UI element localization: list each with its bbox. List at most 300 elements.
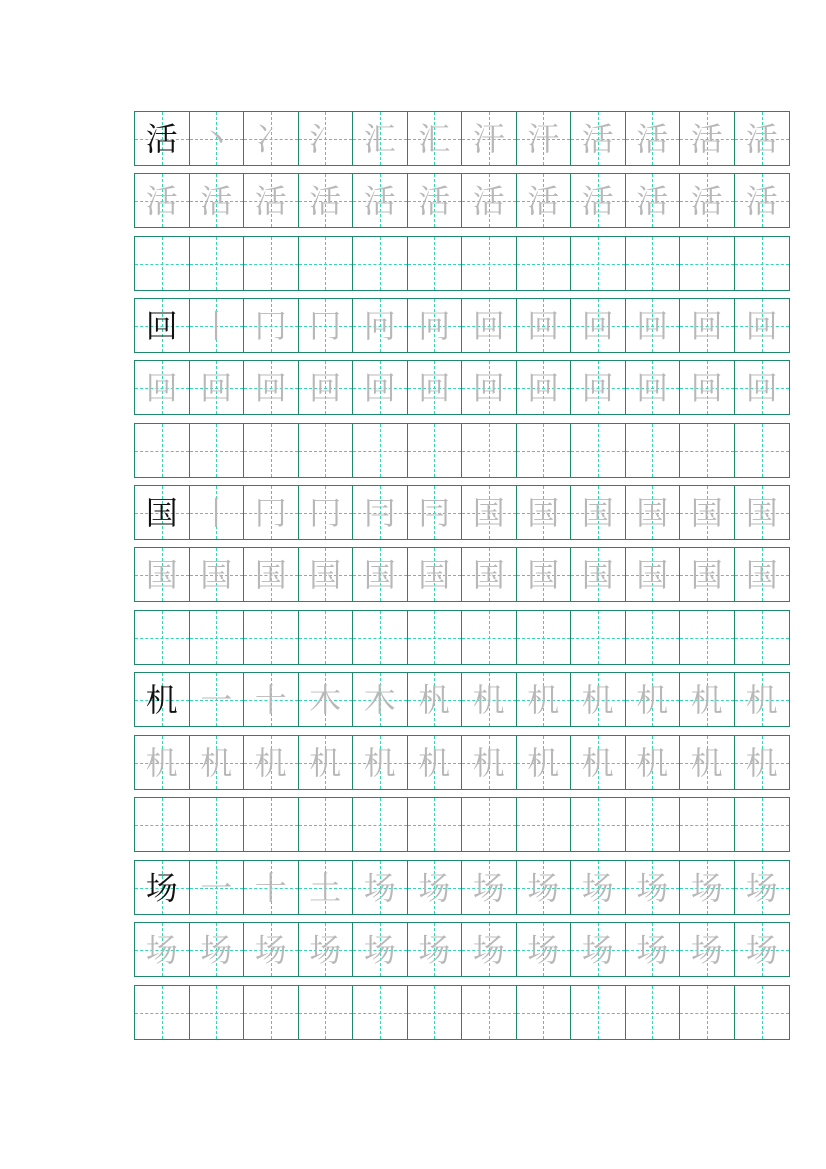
blank-cell[interactable]: [135, 611, 190, 664]
blank-cell[interactable]: [299, 611, 354, 664]
trace-cell[interactable]: [244, 736, 299, 789]
trace-character: 场: [581, 930, 614, 969]
stroke-step: 场: [472, 868, 505, 907]
grid-cell: [299, 486, 354, 539]
blank-cell[interactable]: [571, 424, 626, 477]
stroke-step: 机: [636, 680, 669, 719]
trace-cell[interactable]: [680, 174, 735, 227]
trace-cell[interactable]: [244, 548, 299, 601]
grid-cell: [517, 299, 572, 352]
trace-cell[interactable]: [680, 736, 735, 789]
trace-character: 国: [309, 555, 342, 594]
trace-cell[interactable]: [190, 174, 245, 227]
stroke-step: 场: [581, 868, 614, 907]
trace-cell[interactable]: [408, 361, 463, 414]
trace-character: 场: [527, 930, 560, 969]
blank-practice-row: [134, 610, 790, 665]
blank-cell[interactable]: [299, 986, 354, 1039]
grid-cell: [244, 112, 299, 165]
trace-cell[interactable]: [299, 736, 354, 789]
grid-cell: [735, 673, 790, 726]
grid-cell: [517, 673, 572, 726]
grid-cell: [244, 673, 299, 726]
blank-cell[interactable]: [190, 424, 245, 477]
trace-cell[interactable]: [299, 548, 354, 601]
grid-cell: [571, 299, 626, 352]
grid-cell: [735, 861, 790, 914]
blank-cell[interactable]: [517, 611, 572, 664]
stroke-step: 国: [527, 493, 560, 532]
trace-character: 回: [472, 368, 505, 407]
trace-character: 机: [527, 743, 560, 782]
trace-row: [134, 173, 790, 228]
blank-cell[interactable]: [517, 986, 572, 1039]
stroke-step: 回: [745, 306, 778, 345]
grid-cell: [190, 861, 245, 914]
grid-cell: [190, 486, 245, 539]
blank-cell[interactable]: [735, 237, 790, 290]
trace-cell[interactable]: [680, 361, 735, 414]
trace-cell[interactable]: [353, 736, 408, 789]
trace-cell[interactable]: [462, 174, 517, 227]
trace-character: 国: [690, 555, 723, 594]
grid-cell: [680, 861, 735, 914]
stroke-step: 氵: [309, 119, 342, 158]
grid-cell: [680, 299, 735, 352]
stroke-step: 回: [690, 306, 723, 345]
stroke-step: 汇: [418, 119, 451, 158]
blank-cell[interactable]: [680, 986, 735, 1039]
trace-character: 机: [418, 743, 451, 782]
trace-cell[interactable]: [517, 548, 572, 601]
stroke-step: 土: [309, 868, 342, 907]
trace-character: 场: [363, 930, 396, 969]
trace-character: 机: [363, 743, 396, 782]
trace-cell[interactable]: [517, 174, 572, 227]
blank-cell[interactable]: [135, 424, 190, 477]
blank-cell[interactable]: [680, 237, 735, 290]
trace-character: 机: [745, 743, 778, 782]
grid-cell: [735, 299, 790, 352]
grid-cell: [462, 299, 517, 352]
blank-cell[interactable]: [735, 424, 790, 477]
stroke-step: 场: [636, 868, 669, 907]
trace-character: 机: [309, 743, 342, 782]
trace-character: 机: [200, 743, 233, 782]
blank-practice-row: [134, 797, 790, 852]
trace-character: 场: [745, 930, 778, 969]
blank-cell[interactable]: [626, 237, 681, 290]
stroke-step: 丶: [200, 119, 233, 158]
model-character: 回: [145, 306, 178, 345]
stroke-step: 国: [745, 493, 778, 532]
blank-cell[interactable]: [408, 611, 463, 664]
trace-character: 国: [472, 555, 505, 594]
trace-character: 回: [745, 368, 778, 407]
trace-cell[interactable]: [571, 548, 626, 601]
stroke-step: 冂: [309, 493, 342, 532]
trace-cell[interactable]: [135, 174, 190, 227]
trace-cell[interactable]: [190, 548, 245, 601]
grid-cell: [571, 673, 626, 726]
stroke-step: 汇: [363, 119, 396, 158]
grid-cell: [135, 673, 190, 726]
trace-cell[interactable]: [735, 736, 790, 789]
blank-cell[interactable]: [408, 798, 463, 851]
stroke-step: 冃: [363, 493, 396, 532]
blank-cell[interactable]: [353, 798, 408, 851]
stroke-step: 场: [418, 868, 451, 907]
grid-cell: [680, 486, 735, 539]
trace-cell[interactable]: [353, 923, 408, 976]
grid-cell: [626, 112, 681, 165]
grid-cell: [462, 486, 517, 539]
stroke-step: 场: [363, 868, 396, 907]
trace-cell[interactable]: [626, 923, 681, 976]
trace-character: 活: [472, 181, 505, 220]
trace-cell[interactable]: [571, 923, 626, 976]
grid-cell: [462, 861, 517, 914]
grid-cell: [408, 861, 463, 914]
trace-cell[interactable]: [517, 736, 572, 789]
blank-practice-row: [134, 423, 790, 478]
trace-character: 活: [418, 181, 451, 220]
trace-cell[interactable]: [408, 736, 463, 789]
stroke-step: 丨: [200, 306, 233, 345]
trace-character: 活: [527, 181, 560, 220]
stroke-row: [134, 298, 790, 353]
blank-cell[interactable]: [571, 237, 626, 290]
grid-cell: [735, 112, 790, 165]
stroke-row: [134, 485, 790, 540]
trace-cell[interactable]: [735, 923, 790, 976]
blank-cell[interactable]: [353, 986, 408, 1039]
stroke-row: [134, 111, 790, 166]
trace-character: 活: [745, 181, 778, 220]
trace-character: 国: [254, 555, 287, 594]
grid-cell: [190, 112, 245, 165]
trace-character: 国: [418, 555, 451, 594]
trace-cell[interactable]: [462, 923, 517, 976]
stroke-step: 场: [690, 868, 723, 907]
trace-character: 场: [254, 930, 287, 969]
grid-cell: [244, 299, 299, 352]
grid-cell: [353, 673, 408, 726]
blank-cell[interactable]: [462, 611, 517, 664]
grid-cell: [408, 299, 463, 352]
blank-cell[interactable]: [571, 798, 626, 851]
grid-cell: [190, 673, 245, 726]
trace-character: 回: [418, 368, 451, 407]
grid-cell: [135, 486, 190, 539]
trace-character: 国: [200, 555, 233, 594]
grid-cell: [299, 112, 354, 165]
blank-cell[interactable]: [299, 798, 354, 851]
stroke-step: 冫: [254, 119, 287, 158]
grid-cell: [462, 673, 517, 726]
blank-cell[interactable]: [408, 986, 463, 1039]
blank-cell[interactable]: [462, 798, 517, 851]
stroke-step: 冋: [418, 306, 451, 345]
grid-cell: [135, 112, 190, 165]
trace-cell[interactable]: [135, 548, 190, 601]
blank-cell[interactable]: [626, 798, 681, 851]
trace-character: 场: [418, 930, 451, 969]
grid-cell: [517, 861, 572, 914]
blank-cell[interactable]: [680, 611, 735, 664]
trace-cell[interactable]: [571, 174, 626, 227]
stroke-step: 汗: [472, 119, 505, 158]
trace-character: 场: [636, 930, 669, 969]
stroke-row: [134, 672, 790, 727]
grid-cell: [462, 112, 517, 165]
model-character: 活: [145, 119, 178, 158]
blank-cell[interactable]: [626, 986, 681, 1039]
grid-cell: [571, 861, 626, 914]
blank-cell[interactable]: [626, 611, 681, 664]
trace-cell[interactable]: [299, 361, 354, 414]
trace-cell[interactable]: [462, 361, 517, 414]
stroke-step: 回: [636, 306, 669, 345]
trace-cell[interactable]: [353, 361, 408, 414]
trace-character: 回: [636, 368, 669, 407]
blank-cell[interactable]: [244, 237, 299, 290]
trace-character: 国: [581, 555, 614, 594]
trace-character: 活: [581, 181, 614, 220]
blank-cell[interactable]: [190, 611, 245, 664]
trace-cell[interactable]: [408, 548, 463, 601]
trace-character: 回: [363, 368, 396, 407]
blank-cell[interactable]: [680, 424, 735, 477]
trace-cell[interactable]: [408, 923, 463, 976]
blank-practice-row: [134, 236, 790, 291]
grid-cell: [735, 486, 790, 539]
stroke-step: 丨: [200, 493, 233, 532]
blank-cell[interactable]: [571, 611, 626, 664]
blank-cell[interactable]: [299, 237, 354, 290]
trace-cell[interactable]: [135, 923, 190, 976]
stroke-step: 国: [690, 493, 723, 532]
trace-row: [134, 735, 790, 790]
stroke-step: 木: [309, 680, 342, 719]
trace-cell[interactable]: [190, 736, 245, 789]
trace-character: 场: [472, 930, 505, 969]
stroke-step: 机: [581, 680, 614, 719]
trace-character: 活: [200, 181, 233, 220]
blank-cell[interactable]: [408, 424, 463, 477]
stroke-step: 回: [581, 306, 614, 345]
trace-character: 场: [690, 930, 723, 969]
stroke-step: 冋: [363, 306, 396, 345]
grid-cell: [353, 486, 408, 539]
blank-cell[interactable]: [517, 237, 572, 290]
grid-cell: [680, 112, 735, 165]
trace-row: [134, 922, 790, 977]
grid-cell: [353, 861, 408, 914]
stroke-row: [134, 860, 790, 915]
blank-cell[interactable]: [135, 986, 190, 1039]
grid-cell: [517, 112, 572, 165]
blank-cell[interactable]: [135, 798, 190, 851]
trace-cell[interactable]: [353, 174, 408, 227]
trace-character: 国: [745, 555, 778, 594]
grid-cell: [626, 299, 681, 352]
trace-character: 回: [527, 368, 560, 407]
blank-cell[interactable]: [462, 986, 517, 1039]
stroke-step: 汗: [527, 119, 560, 158]
trace-character: 机: [145, 743, 178, 782]
model-character: 国: [145, 493, 178, 532]
grid-cell: [626, 861, 681, 914]
trace-character: 回: [145, 368, 178, 407]
blank-cell[interactable]: [408, 237, 463, 290]
stroke-step: 回: [527, 306, 560, 345]
trace-cell[interactable]: [244, 174, 299, 227]
grid-cell: [408, 112, 463, 165]
stroke-step: 木: [363, 680, 396, 719]
blank-cell[interactable]: [680, 798, 735, 851]
trace-character: 机: [254, 743, 287, 782]
grid-cell: [408, 673, 463, 726]
stroke-step: 机: [690, 680, 723, 719]
blank-cell[interactable]: [299, 424, 354, 477]
grid-cell: [626, 486, 681, 539]
trace-cell[interactable]: [135, 736, 190, 789]
trace-cell[interactable]: [517, 923, 572, 976]
trace-character: 活: [254, 181, 287, 220]
trace-cell[interactable]: [735, 361, 790, 414]
trace-character: 活: [309, 181, 342, 220]
trace-character: 国: [145, 555, 178, 594]
trace-cell[interactable]: [735, 548, 790, 601]
grid-cell: [353, 112, 408, 165]
blank-cell[interactable]: [353, 424, 408, 477]
trace-cell[interactable]: [626, 736, 681, 789]
stroke-step: 一: [200, 868, 233, 907]
blank-cell[interactable]: [517, 798, 572, 851]
blank-cell[interactable]: [735, 986, 790, 1039]
grid-cell: [571, 112, 626, 165]
trace-cell[interactable]: [735, 174, 790, 227]
trace-character: 回: [581, 368, 614, 407]
stroke-step: 场: [527, 868, 560, 907]
trace-cell[interactable]: [680, 548, 735, 601]
trace-cell[interactable]: [353, 548, 408, 601]
blank-cell[interactable]: [244, 611, 299, 664]
blank-cell[interactable]: [135, 237, 190, 290]
trace-character: 机: [636, 743, 669, 782]
stroke-step: 场: [745, 868, 778, 907]
trace-cell[interactable]: [244, 361, 299, 414]
trace-cell[interactable]: [408, 174, 463, 227]
grid-cell: [299, 299, 354, 352]
trace-cell[interactable]: [135, 361, 190, 414]
stroke-step: 机: [745, 680, 778, 719]
grid-cell: [135, 299, 190, 352]
trace-character: 场: [145, 930, 178, 969]
trace-character: 机: [581, 743, 614, 782]
blank-cell[interactable]: [462, 424, 517, 477]
grid-cell: [299, 673, 354, 726]
grid-cell: [299, 861, 354, 914]
stroke-step: 冃: [418, 493, 451, 532]
grid-cell: [571, 486, 626, 539]
blank-cell[interactable]: [190, 798, 245, 851]
trace-character: 国: [363, 555, 396, 594]
blank-cell[interactable]: [190, 986, 245, 1039]
stroke-step: 冂: [254, 493, 287, 532]
stroke-step: 回: [472, 306, 505, 345]
blank-cell[interactable]: [462, 237, 517, 290]
grid-cell: [244, 486, 299, 539]
trace-character: 场: [200, 930, 233, 969]
trace-character: 活: [690, 181, 723, 220]
blank-cell[interactable]: [517, 424, 572, 477]
stroke-step: 十: [254, 680, 287, 719]
grid-cell: [408, 486, 463, 539]
model-character: 机: [145, 680, 178, 719]
blank-cell[interactable]: [735, 798, 790, 851]
stroke-step: 冂: [309, 306, 342, 345]
blank-cell[interactable]: [244, 986, 299, 1039]
blank-cell[interactable]: [353, 611, 408, 664]
trace-cell[interactable]: [626, 174, 681, 227]
trace-cell[interactable]: [244, 923, 299, 976]
trace-cell[interactable]: [299, 174, 354, 227]
blank-cell[interactable]: [626, 424, 681, 477]
trace-cell[interactable]: [299, 923, 354, 976]
trace-cell[interactable]: [626, 548, 681, 601]
grid-cell: [244, 861, 299, 914]
stroke-step: 活: [581, 119, 614, 158]
stroke-step: 一: [200, 680, 233, 719]
grid-cell: [135, 861, 190, 914]
grid-cell: [353, 299, 408, 352]
trace-character: 回: [254, 368, 287, 407]
trace-cell[interactable]: [626, 361, 681, 414]
trace-cell[interactable]: [190, 923, 245, 976]
trace-cell[interactable]: [680, 923, 735, 976]
blank-cell[interactable]: [244, 424, 299, 477]
model-character: 场: [145, 868, 178, 907]
trace-character: 回: [309, 368, 342, 407]
trace-cell[interactable]: [517, 361, 572, 414]
blank-cell[interactable]: [735, 611, 790, 664]
stroke-step: 国: [581, 493, 614, 532]
trace-character: 机: [472, 743, 505, 782]
trace-character: 活: [145, 181, 178, 220]
blank-cell[interactable]: [353, 237, 408, 290]
trace-row: [134, 547, 790, 602]
grid-cell: [680, 673, 735, 726]
blank-practice-row: [134, 985, 790, 1040]
blank-cell[interactable]: [190, 237, 245, 290]
blank-cell[interactable]: [571, 986, 626, 1039]
stroke-step: 机: [472, 680, 505, 719]
trace-cell[interactable]: [462, 548, 517, 601]
stroke-step: 国: [472, 493, 505, 532]
grid-cell: [626, 673, 681, 726]
trace-character: 回: [690, 368, 723, 407]
blank-cell[interactable]: [244, 798, 299, 851]
trace-cell[interactable]: [571, 736, 626, 789]
trace-character: 活: [363, 181, 396, 220]
trace-row: [134, 360, 790, 415]
trace-cell[interactable]: [462, 736, 517, 789]
trace-cell[interactable]: [571, 361, 626, 414]
trace-cell[interactable]: [190, 361, 245, 414]
stroke-step: 国: [636, 493, 669, 532]
